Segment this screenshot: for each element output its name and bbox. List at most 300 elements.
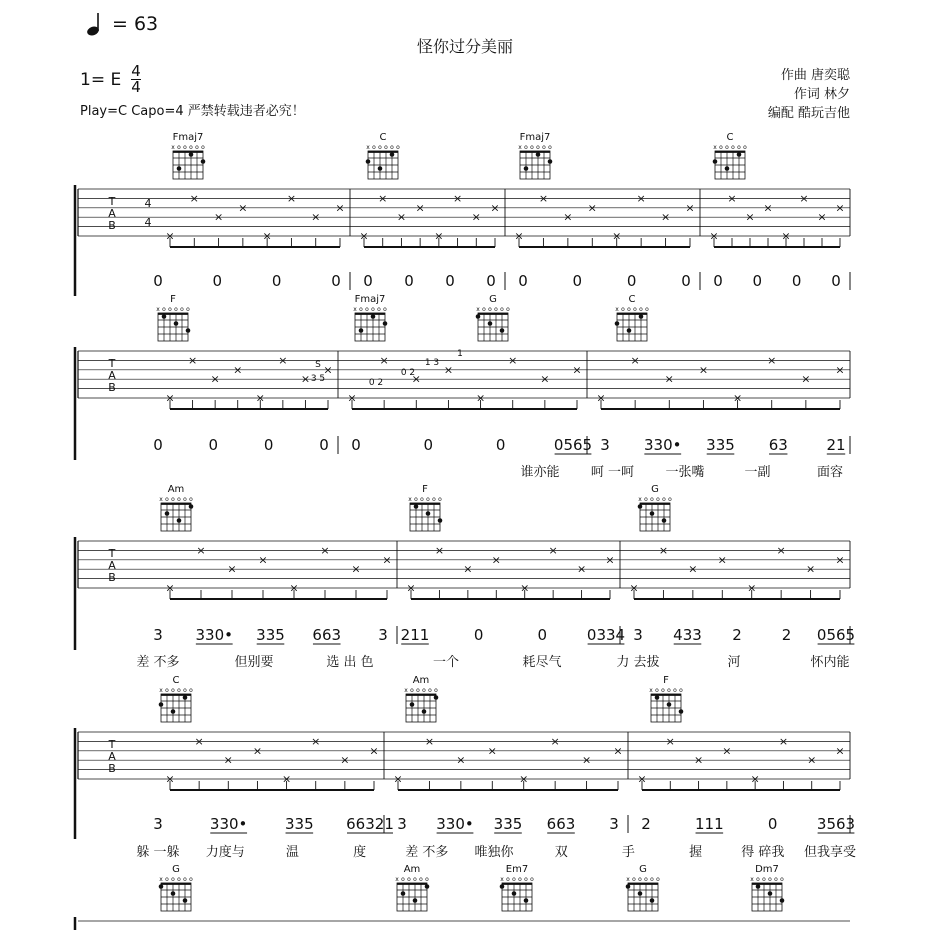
notation-note: 0 xyxy=(208,436,219,454)
finger-dot xyxy=(639,314,644,319)
tab-strum-mark: × xyxy=(311,734,321,748)
open-string-mark: o xyxy=(183,496,187,503)
notation-note: 0 xyxy=(263,436,274,454)
lyric-word: 力度与 xyxy=(205,845,245,860)
open-string-mark: o xyxy=(662,496,666,503)
open-string-mark: o xyxy=(428,687,432,694)
tab-strum-mark: × xyxy=(722,744,732,758)
tab-strum-mark: × xyxy=(443,363,454,377)
open-string-mark: o xyxy=(180,306,184,313)
tab-strum-mark: × xyxy=(252,744,263,758)
tab-strum-mark: × xyxy=(637,772,647,786)
finger-dot xyxy=(524,166,529,171)
tab-clef-letter: B xyxy=(108,571,116,584)
finger-dot xyxy=(626,884,631,889)
tab-fret-number: 0 2 xyxy=(368,378,384,388)
finger-dot xyxy=(159,884,164,889)
notation-note: 3563 xyxy=(816,815,856,833)
notation-note: 3 xyxy=(609,815,619,833)
open-string-mark: o xyxy=(438,496,442,503)
open-string-mark: o xyxy=(434,687,438,694)
open-string-mark: o xyxy=(518,876,522,883)
notation-note: 0 xyxy=(752,272,763,290)
finger-dot xyxy=(165,511,170,516)
tab-clef-letter: T xyxy=(108,547,116,560)
chord-name: F xyxy=(422,484,428,495)
chord-name: Am xyxy=(403,864,421,875)
tab-strum-mark: × xyxy=(456,753,466,767)
lyric-word: 谁亦能 xyxy=(520,465,560,480)
chord-name: Em7 xyxy=(505,864,529,875)
notation-note: 0 xyxy=(537,626,548,644)
open-string-mark: o xyxy=(719,144,723,151)
lyric-word: 躲 一躲 xyxy=(136,845,180,860)
tab-strum-mark: × xyxy=(550,734,560,748)
tab-strum-mark: × xyxy=(596,391,606,405)
notation-note: 0 xyxy=(572,272,583,290)
finger-dot xyxy=(183,898,188,903)
open-string-mark: x xyxy=(159,687,163,694)
chord-diagram-f xyxy=(408,484,442,531)
open-string-mark: o xyxy=(162,306,166,313)
chord-name: C xyxy=(726,132,734,143)
notation-note: 3 xyxy=(633,626,643,644)
tab-strum-mark: × xyxy=(514,229,524,243)
open-string-mark: o xyxy=(401,876,405,883)
tab-strum-mark: × xyxy=(323,363,333,377)
chord-diagram-dm7 xyxy=(750,864,784,911)
notation-note: 0 xyxy=(319,436,329,454)
open-string-mark: x xyxy=(750,876,754,883)
open-string-mark: o xyxy=(500,306,504,313)
tab-fret-number: 1 3 xyxy=(424,358,440,368)
open-string-mark: o xyxy=(410,687,414,694)
chord-diagram-c xyxy=(159,675,193,722)
tab-strum-mark: × xyxy=(165,391,175,405)
finger-dot xyxy=(201,159,206,164)
chord-name: Am xyxy=(167,484,185,495)
chord-name: F xyxy=(663,675,669,686)
tab-time-sig-bottom: 4 xyxy=(144,216,152,229)
tab-strum-mark: × xyxy=(745,210,755,224)
tab-strum-mark: × xyxy=(805,562,816,576)
tab-strum-mark: × xyxy=(379,353,389,367)
open-string-mark: o xyxy=(512,876,516,883)
tab-strum-mark: × xyxy=(685,201,695,215)
finger-dot xyxy=(162,314,167,319)
notation-note: 0 xyxy=(626,272,637,290)
finger-dot xyxy=(713,159,718,164)
open-string-mark: o xyxy=(482,306,486,313)
open-string-mark: o xyxy=(177,687,181,694)
tab-strum-mark: × xyxy=(452,191,463,205)
chord-name: G xyxy=(489,294,497,305)
finger-dot xyxy=(177,518,182,523)
open-string-mark: x xyxy=(649,687,653,694)
notation-note: 330• xyxy=(209,815,248,833)
notation-note: 2 xyxy=(781,626,792,644)
open-string-mark: x xyxy=(159,496,163,503)
finger-dot xyxy=(414,504,419,509)
tab-strum-mark: × xyxy=(799,191,809,205)
tab-strum-mark: × xyxy=(581,753,592,767)
open-string-mark: o xyxy=(632,876,636,883)
finger-dot xyxy=(638,891,643,896)
tab-strum-mark: × xyxy=(411,372,421,386)
tab-strum-mark: × xyxy=(613,744,623,758)
lyric-word: 握 xyxy=(689,845,703,860)
notation-note: 3 xyxy=(378,626,388,644)
chord-diagram-am xyxy=(395,864,429,911)
tab-strum-mark: × xyxy=(347,391,357,405)
open-string-mark: o xyxy=(774,876,778,883)
finger-dot xyxy=(359,328,364,333)
notation-note: 0 xyxy=(791,272,802,290)
open-string-mark: o xyxy=(189,144,193,151)
lyric-word: 双 xyxy=(554,845,568,860)
tab-strum-mark: × xyxy=(750,772,760,786)
open-string-mark: o xyxy=(171,876,175,883)
open-string-mark: x xyxy=(476,306,480,313)
open-string-mark: x xyxy=(626,876,630,883)
lyric-word: 得 碎我 xyxy=(741,845,785,860)
tab-strum-mark: × xyxy=(396,210,407,224)
open-string-mark: o xyxy=(371,306,375,313)
finger-dot xyxy=(500,884,505,889)
chord-name: G xyxy=(651,484,659,495)
notation-note: 335 xyxy=(256,626,285,644)
notation-note: 663 xyxy=(546,815,576,833)
tab-strum-mark: × xyxy=(223,753,233,767)
open-string-mark: o xyxy=(627,306,631,313)
finger-dot xyxy=(438,518,443,523)
finger-dot xyxy=(768,891,773,896)
notation-note: 3 xyxy=(600,436,610,454)
tab-strum-mark: × xyxy=(727,191,737,205)
notation-note: 0 xyxy=(153,272,163,290)
notation-note: 330• xyxy=(644,436,682,454)
key-label: 1= E xyxy=(80,69,122,90)
lyric-word: 但我享受 xyxy=(803,845,857,860)
finger-dot xyxy=(171,709,176,714)
open-string-mark: o xyxy=(644,496,648,503)
tab-clef-letter: A xyxy=(108,369,116,382)
tab-strum-mark: × xyxy=(300,372,311,386)
tab-strum-mark: × xyxy=(781,229,791,243)
tab-clef-letter: T xyxy=(108,738,116,751)
open-string-mark: o xyxy=(425,876,429,883)
open-string-mark: o xyxy=(390,144,394,151)
chord-name: Am xyxy=(412,675,430,686)
tab-strum-mark: × xyxy=(369,744,379,758)
finger-dot xyxy=(383,321,388,326)
open-string-mark: o xyxy=(422,687,426,694)
tab-strum-mark: × xyxy=(471,210,481,224)
open-string-mark: o xyxy=(780,876,784,883)
finger-dot xyxy=(548,159,553,164)
open-string-mark: o xyxy=(189,876,193,883)
tab-strum-mark: × xyxy=(165,581,175,595)
lyric-word: 呵 一呵 xyxy=(590,465,635,480)
finger-dot xyxy=(524,898,529,903)
lyric-word: 河 xyxy=(727,655,741,670)
chord-diagram-c xyxy=(615,294,649,341)
lyric-word: 力 去拔 xyxy=(616,655,660,670)
notation-note: 0 xyxy=(681,272,691,290)
tab-strum-mark: × xyxy=(434,229,444,243)
tempo-value: = 63 xyxy=(112,13,159,35)
tab-strum-mark: × xyxy=(351,562,361,576)
open-string-mark: x xyxy=(353,306,357,313)
notation-note: 0 xyxy=(363,272,373,290)
open-string-mark: o xyxy=(407,876,411,883)
lyric-word: 唯独你 xyxy=(474,845,514,860)
open-string-mark: o xyxy=(661,687,665,694)
open-string-mark: o xyxy=(177,876,181,883)
tab-fret-number: S xyxy=(315,360,321,370)
finger-dot xyxy=(189,152,194,157)
notation-note: 0 xyxy=(212,272,223,290)
finger-dot xyxy=(159,702,164,707)
open-string-mark: x xyxy=(500,876,504,883)
lyric-word: 但别要 xyxy=(234,655,274,670)
notation-note: 0 xyxy=(713,272,723,290)
chord-diagram-c xyxy=(366,132,400,179)
open-string-mark: x xyxy=(395,876,399,883)
tab-strum-mark: × xyxy=(213,210,224,224)
tab-strum-mark: × xyxy=(587,201,597,215)
finger-dot xyxy=(662,518,667,523)
chord-name: C xyxy=(172,675,180,686)
notation-note: 0 xyxy=(153,436,163,454)
notation-note: 0565 xyxy=(816,626,856,644)
finger-dot xyxy=(615,321,620,326)
open-string-mark: o xyxy=(743,144,747,151)
finger-dot xyxy=(536,152,541,157)
tab-strum-mark: × xyxy=(165,229,175,243)
tab-strum-mark: × xyxy=(508,353,518,367)
open-string-mark: x xyxy=(518,144,522,151)
open-string-mark: o xyxy=(183,876,187,883)
chord-name: Fmaj7 xyxy=(354,294,386,305)
tab-strum-mark: × xyxy=(776,543,786,557)
tab-strum-mark: × xyxy=(278,353,288,367)
finger-dot xyxy=(174,321,179,326)
notation-note: 0 xyxy=(271,272,282,290)
notation-note: 0334 xyxy=(586,626,626,644)
open-string-mark: o xyxy=(183,687,187,694)
open-string-mark: o xyxy=(177,144,181,151)
open-string-mark: o xyxy=(644,876,648,883)
open-string-mark: o xyxy=(633,306,637,313)
play-note: Play=C Capo=4 严禁转载违者必究！ xyxy=(80,104,305,119)
tab-clef-letter: B xyxy=(108,219,116,232)
tab-strum-mark: × xyxy=(636,191,646,205)
notation-note: 0 xyxy=(473,626,484,644)
lyric-word: 温 xyxy=(285,845,299,860)
tab-strum-mark: × xyxy=(490,201,500,215)
tab-strum-mark: × xyxy=(227,562,237,576)
open-string-mark: o xyxy=(668,496,672,503)
open-string-mark: o xyxy=(383,306,387,313)
notation-note: 0 xyxy=(495,436,506,454)
open-string-mark: o xyxy=(524,144,528,151)
tab-strum-mark: × xyxy=(189,191,199,205)
open-string-mark: o xyxy=(359,306,363,313)
open-string-mark: x xyxy=(366,144,370,151)
finger-dot xyxy=(177,166,182,171)
chord-name: G xyxy=(172,864,180,875)
notation-note: 2 xyxy=(641,815,651,833)
finger-dot xyxy=(737,152,742,157)
notation-note: 3 xyxy=(153,626,163,644)
open-string-mark: o xyxy=(506,306,510,313)
tab-strum-mark: × xyxy=(359,229,369,243)
open-string-mark: o xyxy=(189,496,193,503)
tab-strum-mark: × xyxy=(612,229,622,243)
open-string-mark: o xyxy=(638,876,642,883)
open-string-mark: x xyxy=(615,306,619,313)
finger-dot xyxy=(500,328,505,333)
chord-diagram-g xyxy=(638,484,672,531)
open-string-mark: o xyxy=(656,876,660,883)
tab-strum-mark: × xyxy=(194,734,204,748)
finger-dot xyxy=(650,898,655,903)
tab-clef-letter: T xyxy=(108,195,116,208)
lyric-word: 选 出 色 xyxy=(326,655,374,670)
open-string-mark: o xyxy=(432,496,436,503)
notation-note: 433 xyxy=(673,626,702,644)
notation-note: 0 xyxy=(831,272,841,290)
chord-diagram-f xyxy=(649,675,683,722)
finger-dot xyxy=(488,321,493,326)
open-string-mark: o xyxy=(530,876,534,883)
finger-dot xyxy=(422,709,427,714)
open-string-mark: x xyxy=(408,496,412,503)
open-string-mark: o xyxy=(365,306,369,313)
chord-name: C xyxy=(628,294,636,305)
lyric-word: 手 xyxy=(621,845,635,860)
chord-diagram-am xyxy=(159,484,193,531)
finger-dot xyxy=(186,328,191,333)
notation-note: 335 xyxy=(493,815,523,833)
tab-strum-mark: × xyxy=(572,363,582,377)
open-string-mark: o xyxy=(731,144,735,151)
finger-dot xyxy=(401,891,406,896)
lyric-word: 耗尽气 xyxy=(522,655,562,670)
tab-strum-mark: × xyxy=(424,734,435,748)
notation-note: 3 xyxy=(153,815,163,833)
notation-note: 335 xyxy=(285,815,314,833)
open-string-mark: o xyxy=(396,144,400,151)
tab-strum-mark: × xyxy=(576,562,587,576)
tab-strum-mark: × xyxy=(807,753,817,767)
open-string-mark: o xyxy=(377,306,381,313)
open-string-mark: o xyxy=(524,876,528,883)
lyric-word: 差 不多 xyxy=(136,655,180,670)
tab-strum-mark: × xyxy=(688,562,698,576)
notation-note: 0 xyxy=(486,272,496,290)
tab-strum-mark: × xyxy=(463,562,473,576)
tab-strum-mark: × xyxy=(835,201,845,215)
tab-clef-letter: A xyxy=(108,559,116,572)
open-string-mark: o xyxy=(737,144,741,151)
lyric-word: 度 xyxy=(353,845,367,860)
open-string-mark: o xyxy=(186,306,190,313)
open-string-mark: o xyxy=(165,496,169,503)
tab-strum-mark: × xyxy=(817,210,827,224)
open-string-mark: o xyxy=(416,687,420,694)
open-string-mark: o xyxy=(506,876,510,883)
tab-strum-mark: × xyxy=(434,543,445,557)
open-string-mark: o xyxy=(165,876,169,883)
tab-time-sig-top: 4 xyxy=(144,197,152,210)
notation-note: 663 xyxy=(312,626,342,644)
finger-dot xyxy=(189,504,194,509)
open-string-mark: o xyxy=(725,144,729,151)
tab-strum-mark: × xyxy=(335,201,345,215)
open-string-mark: o xyxy=(542,144,546,151)
open-string-mark: o xyxy=(372,144,376,151)
finger-dot xyxy=(183,695,188,700)
notation-note: 63 xyxy=(768,436,788,454)
notation-note: 330• xyxy=(195,626,233,644)
open-string-mark: o xyxy=(756,876,760,883)
lyric-word: 一副 xyxy=(744,465,771,480)
open-string-mark: o xyxy=(419,876,423,883)
notation-note: 0 xyxy=(351,436,361,454)
open-string-mark: o xyxy=(536,144,540,151)
open-string-mark: o xyxy=(413,876,417,883)
notation-note: 0 xyxy=(445,272,455,290)
open-string-mark: o xyxy=(168,306,172,313)
notation-note: 2 xyxy=(732,626,742,644)
finger-dot xyxy=(426,511,431,516)
finger-dot xyxy=(413,898,418,903)
chord-name: G xyxy=(639,864,647,875)
open-string-mark: x xyxy=(159,876,163,883)
open-string-mark: x xyxy=(404,687,408,694)
open-string-mark: o xyxy=(488,306,492,313)
lyricist: 作词 林夕 xyxy=(793,87,850,102)
open-string-mark: o xyxy=(650,876,654,883)
chord-diagram-g xyxy=(626,864,660,911)
chord-diagram-fmaj7 xyxy=(353,294,387,341)
finger-dot xyxy=(679,709,684,714)
finger-dot xyxy=(667,702,672,707)
open-string-mark: o xyxy=(201,144,205,151)
chord-diagram-g xyxy=(476,294,510,341)
finger-dot xyxy=(655,695,660,700)
tab-strum-mark: × xyxy=(281,772,292,786)
open-string-mark: o xyxy=(639,306,643,313)
open-string-mark: o xyxy=(673,687,677,694)
tab-strum-mark: × xyxy=(340,753,350,767)
chord-name: Fmaj7 xyxy=(172,132,204,143)
arranger: 编配 酷玩吉他 xyxy=(767,106,850,121)
open-string-mark: o xyxy=(177,496,181,503)
tab-strum-mark: × xyxy=(289,581,299,595)
tab-strum-mark: × xyxy=(320,543,330,557)
tab-strum-mark: × xyxy=(238,201,248,215)
tab-strum-mark: × xyxy=(491,553,501,567)
notation-note: 211 xyxy=(400,626,430,644)
open-string-mark: o xyxy=(171,687,175,694)
tab-clef-letter: B xyxy=(108,762,116,775)
open-string-mark: o xyxy=(768,876,772,883)
lyric-word: 差 不多 xyxy=(405,845,449,860)
tab-clef-letter: T xyxy=(108,357,116,370)
